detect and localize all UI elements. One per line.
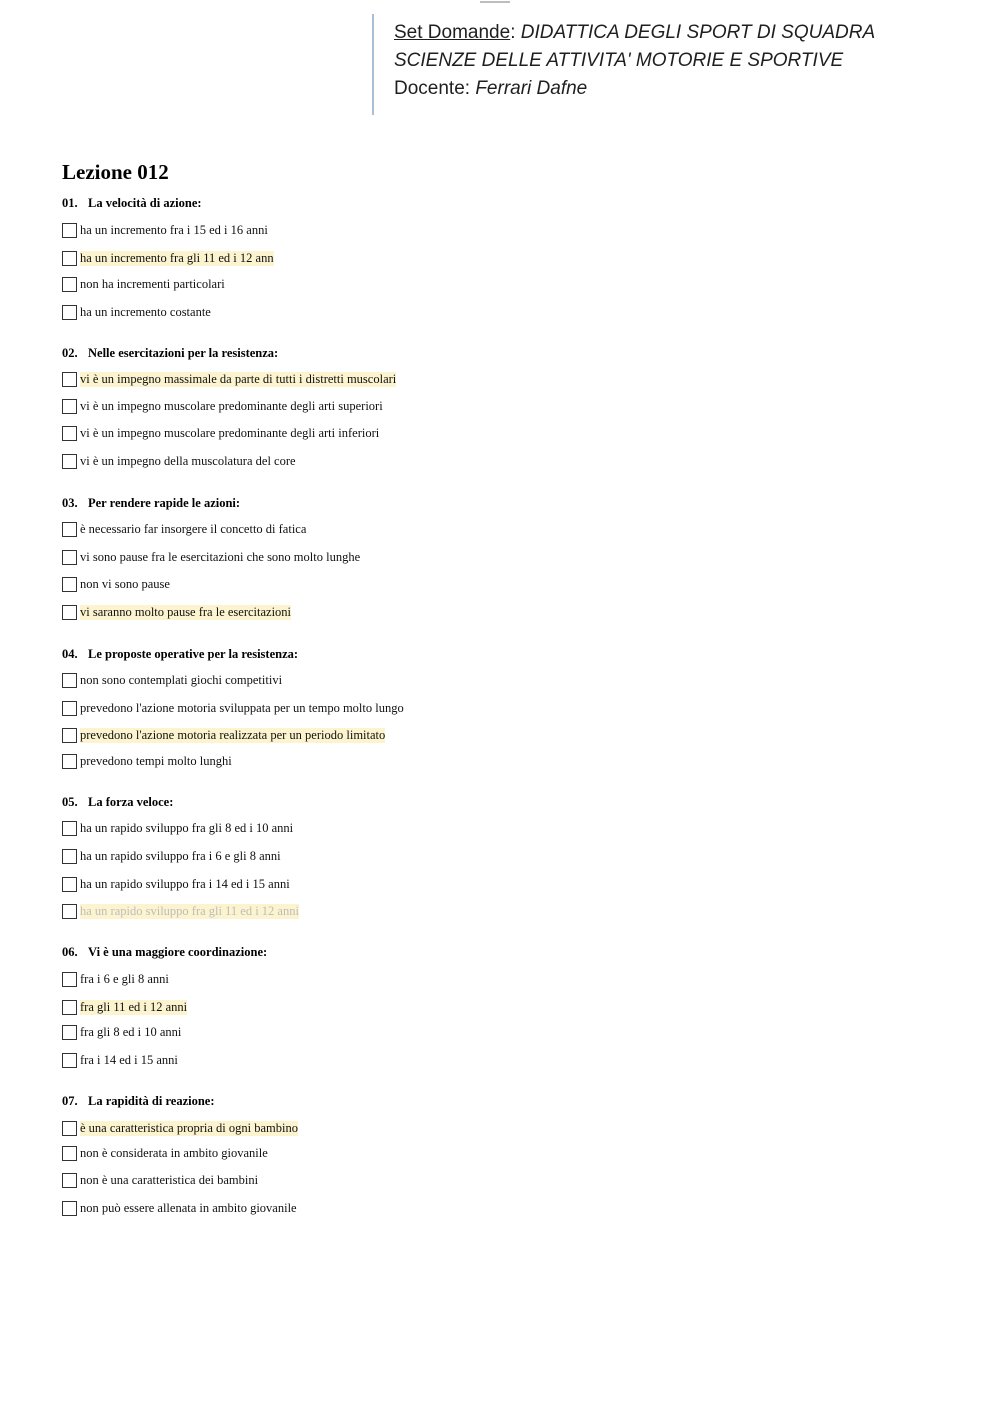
answer-text: fra gli 8 ed i 10 anni <box>80 1025 182 1039</box>
answer-text: non può essere allenata in ambito giovanile <box>80 1201 297 1215</box>
answer-text: ha un rapido sviluppo fra i 6 e gli 8 anni <box>80 849 281 863</box>
question-title <box>62 196 202 211</box>
question-title <box>62 496 240 511</box>
answer-text: vi sono pause fra le esercitazioni che sono molto lunghe <box>80 550 361 564</box>
answer-checkbox[interactable] <box>62 1121 77 1136</box>
question-number: 02. <box>62 346 78 360</box>
answer-checkbox[interactable] <box>62 877 77 892</box>
answer-checkbox[interactable] <box>62 1053 77 1068</box>
answer-text: non sono contemplati giochi competitivi <box>80 673 283 687</box>
question-title <box>62 795 173 810</box>
teacher-label: Docente: <box>394 78 476 99</box>
answer-checkbox[interactable] <box>62 454 77 469</box>
answer-text: prevedono tempi molto lunghi <box>80 754 232 768</box>
answer-text-highlighted: fra gli 11 ed i 12 anni <box>80 1000 188 1014</box>
course-name: DIDATTICA DEGLI SPORT DI SQUADRA <box>520 22 876 43</box>
answer-checkbox[interactable] <box>62 372 77 387</box>
question-text: La velocità di azione: <box>88 196 202 210</box>
answer-text: ha un rapido sviluppo fra i 14 ed i 15 anni <box>80 877 290 891</box>
answer-text-highlighted: ha un rapido sviluppo fra gli 11 ed i 12 anni <box>80 904 299 918</box>
answer-text-highlighted: vi saranno molto pause fra le esercitazioni <box>80 605 292 619</box>
answer-checkbox[interactable] <box>62 673 77 688</box>
answer-text-highlighted: ha un incremento fra gli 11 ed i 12 ann <box>80 251 274 265</box>
answer-text-highlighted: prevedono l'azione motoria realizzata per un periodo limitato <box>80 728 386 742</box>
answer-text: non vi sono pause <box>80 577 170 591</box>
question-title <box>62 647 298 662</box>
top-center-mark <box>480 0 510 4</box>
answer-text: vi è un impegno muscolare predominante degli arti superiori <box>80 399 383 413</box>
question-title <box>62 346 278 361</box>
answer-text: ha un incremento costante <box>80 305 211 319</box>
question-title <box>62 945 267 960</box>
answer-text: ha un rapido sviluppo fra gli 8 ed i 10 anni <box>80 821 294 835</box>
answer-checkbox[interactable] <box>62 728 77 743</box>
answer-text: non ha incrementi particolari <box>80 277 225 291</box>
answer-text: prevedono l'azione motoria sviluppata per un tempo molto lungo <box>80 701 404 715</box>
answer-checkbox[interactable] <box>62 972 77 987</box>
course-line <box>394 22 875 44</box>
question-number: 07. <box>62 1094 78 1108</box>
question-text: Le proposte operative per la resistenza: <box>88 647 299 661</box>
answer-checkbox[interactable] <box>62 821 77 836</box>
answer-checkbox[interactable] <box>62 223 77 238</box>
degree-name: SCIENZE DELLE ATTIVITA' MOTORIE E SPORTIVE <box>394 50 844 71</box>
question-text: La rapidità di reazione: <box>88 1094 215 1108</box>
answer-checkbox[interactable] <box>62 754 77 769</box>
question-text: Per rendere rapide le azioni: <box>88 496 241 510</box>
answer-checkbox[interactable] <box>62 251 77 266</box>
question-number: 04. <box>62 647 78 661</box>
lesson-title: Lezione 012 <box>62 160 169 184</box>
answer-checkbox[interactable] <box>62 605 77 620</box>
answer-checkbox[interactable] <box>62 305 77 320</box>
answer-text: non è considerata in ambito giovanile <box>80 1146 268 1160</box>
answer-checkbox[interactable] <box>62 577 77 592</box>
set-label: Set Domande <box>394 22 511 43</box>
question-text: La forza veloce: <box>88 795 174 809</box>
question-text: Nelle esercitazioni per la resistenza: <box>88 346 279 360</box>
answer-checkbox[interactable] <box>62 399 77 414</box>
question-number: 01. <box>62 196 78 210</box>
answer-text-highlighted: è una caratteristica propria di ogni bambino <box>80 1121 298 1135</box>
answer-text: non è una caratteristica dei bambini <box>80 1173 259 1187</box>
answer-text: fra i 14 ed i 15 anni <box>80 1053 178 1067</box>
answer-checkbox[interactable] <box>62 1146 77 1161</box>
header-colon: : <box>510 22 521 43</box>
question-title <box>62 1094 215 1109</box>
answer-text: ha un incremento fra i 15 ed i 16 anni <box>80 223 268 237</box>
answer-checkbox[interactable] <box>62 1173 77 1188</box>
question-number: 05. <box>62 795 78 809</box>
answer-checkbox[interactable] <box>62 277 77 292</box>
answer-text: è necessario far insorgere il concetto di fatica <box>80 522 307 536</box>
question-text: Vi è una maggiore coordinazione: <box>88 945 268 959</box>
answer-checkbox[interactable] <box>62 701 77 716</box>
answer-checkbox[interactable] <box>62 849 77 864</box>
answer-checkbox[interactable] <box>62 522 77 537</box>
answer-checkbox[interactable] <box>62 904 77 919</box>
answer-checkbox[interactable] <box>62 1025 77 1040</box>
question-number: 03. <box>62 496 78 510</box>
question-number: 06. <box>62 945 78 959</box>
answer-text: vi è un impegno della muscolatura del core <box>80 454 296 468</box>
answer-checkbox[interactable] <box>62 550 77 565</box>
answer-checkbox[interactable] <box>62 1000 77 1015</box>
answer-text-highlighted: vi è un impegno massimale da parte di tutti i distretti muscolari <box>80 372 397 386</box>
answer-text: vi è un impegno muscolare predominante degli arti inferiori <box>80 426 380 440</box>
document-header <box>372 14 934 115</box>
teacher-name: Ferrari Dafne <box>475 78 588 99</box>
answer-checkbox[interactable] <box>62 1201 77 1216</box>
teacher-line <box>394 78 587 100</box>
answer-text: fra i 6 e gli 8 anni <box>80 972 169 986</box>
answer-checkbox[interactable] <box>62 426 77 441</box>
